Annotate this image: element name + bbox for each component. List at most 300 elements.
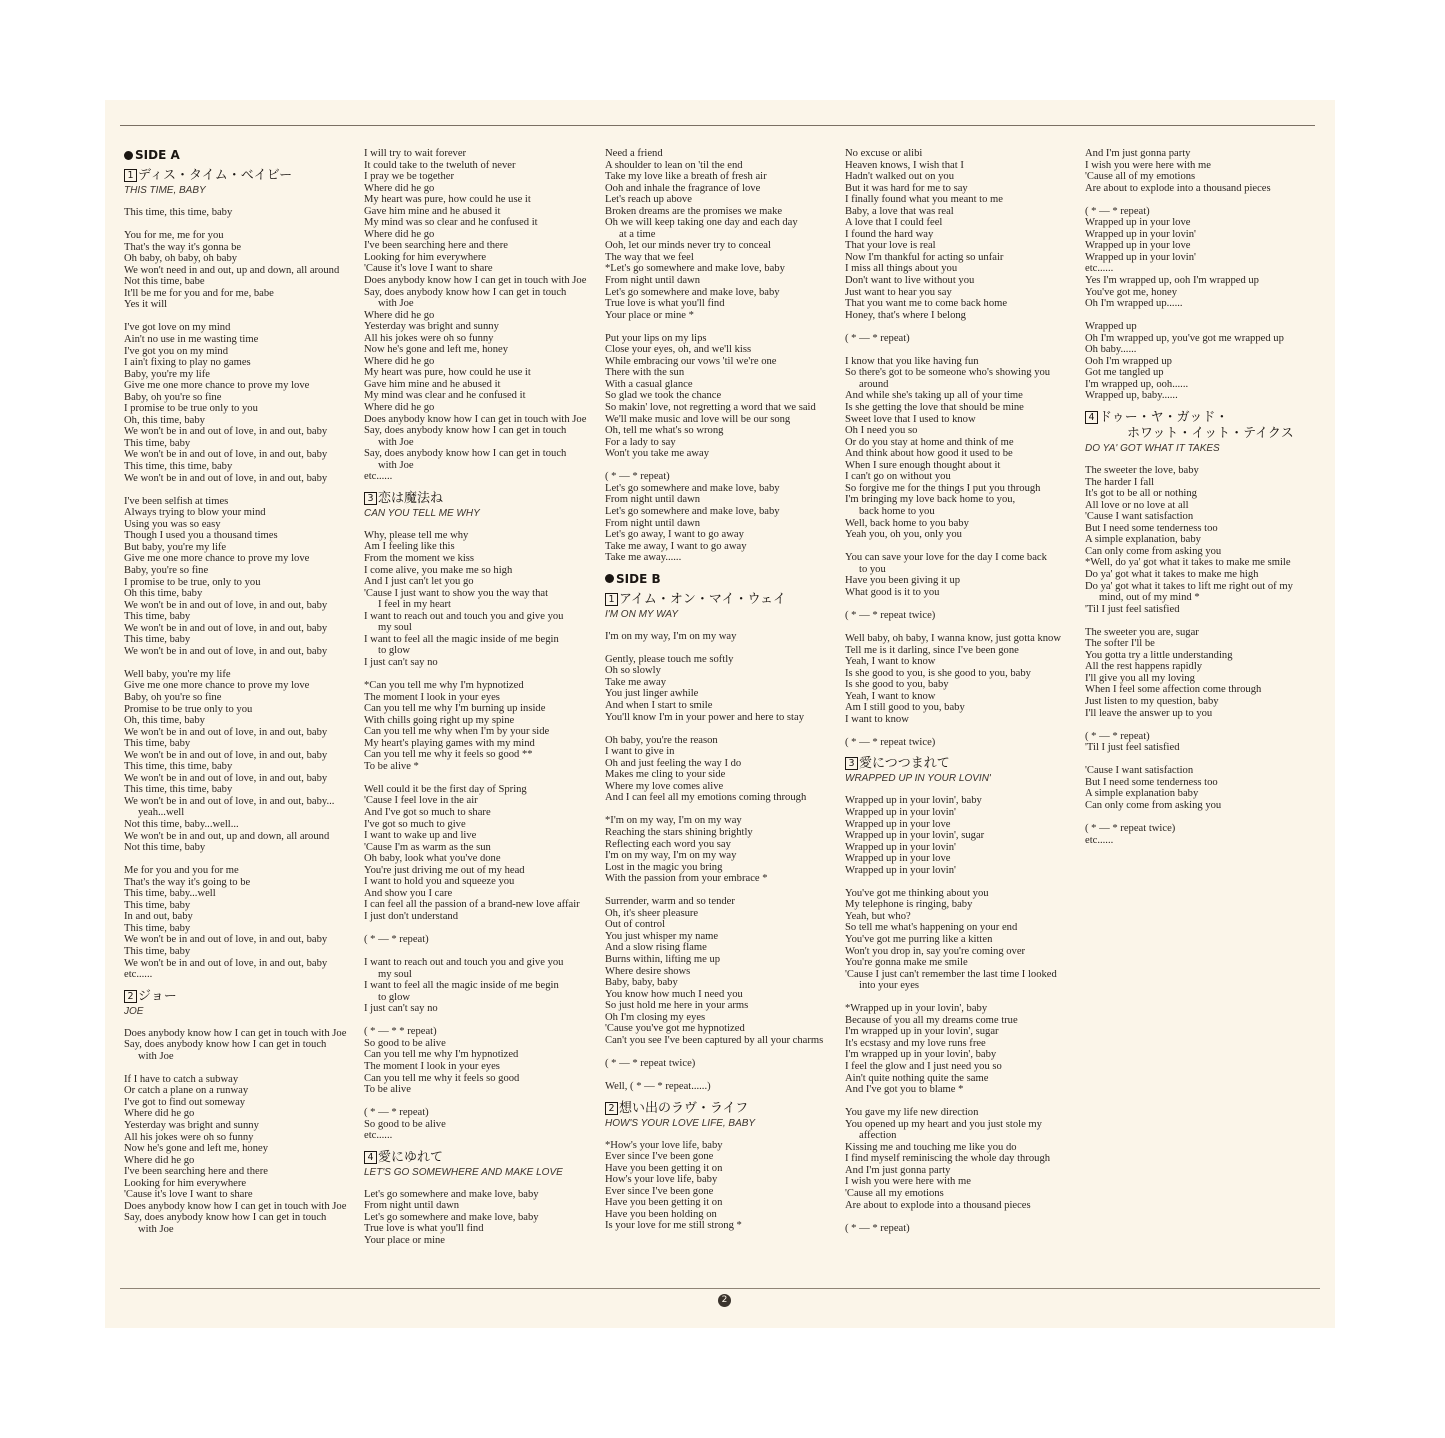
lyrics-block — [1085, 148, 1294, 402]
lyric-line: Because of you all my dreams come true — [845, 1014, 1018, 1026]
song-title-japanese-text: アイム・オン・マイ・ウェイ — [619, 591, 787, 607]
lyric-line: So glad we took the chance — [605, 390, 722, 402]
lyric-line: True love is what you'll find — [605, 298, 725, 310]
lyric-line: So good to be alive — [364, 1037, 446, 1049]
lyric-line: All his jokes were oh so funny — [364, 332, 494, 344]
lyric-line: But I need some tenderness too — [1085, 522, 1218, 534]
lyric-line: Do ya' got what it takes to lift me right out of my — [1085, 580, 1293, 592]
lyric-line: ( * — * repeat) — [364, 934, 429, 945]
lyric-line: A shoulder to lean on 'til the end — [605, 159, 743, 171]
lyric-line: with Joe — [378, 436, 414, 448]
stanza-break — [124, 484, 346, 496]
lyric-line: Always trying to blow your mind — [124, 507, 266, 519]
lyric-line: Baby, a love that was real — [845, 205, 954, 217]
lyric-line: Wrapped up in your lovin', baby — [845, 795, 982, 807]
lyric-line: The way that we feel — [605, 251, 694, 263]
lyric-line: Now he's gone and left me, honey — [364, 344, 509, 356]
lyric-line: 'Cause I just want to show you the way that — [364, 587, 549, 599]
lyric-line: Can only come from asking you — [1085, 799, 1222, 811]
lyric-line: It'll be me for you and for me, babe — [124, 287, 274, 299]
lyric-line: So just hold me here in your arms — [605, 1000, 749, 1012]
lyric-line: In and out, baby — [124, 911, 193, 923]
lyric-line: And when I start to smile — [605, 699, 713, 711]
track-number: 2 — [124, 990, 137, 1003]
lyric-line: with Joe — [138, 1223, 174, 1235]
lyric-line: Yeah, but who? — [845, 910, 911, 922]
lyric-line: ( * — * repeat) — [364, 1107, 429, 1119]
lyric-line: You'll know I'm in your power and here to stay — [605, 711, 804, 723]
lyric-line: From night until dawn — [605, 275, 701, 287]
lyric-line: to you — [859, 563, 886, 575]
song-title-english: THIS TIME, BABY — [124, 185, 206, 196]
lyric-line: To be alive * — [364, 760, 419, 772]
column-1 — [124, 148, 346, 1243]
lyric-line: Have you been getting it on — [605, 1162, 723, 1174]
lyric-line: into your eyes — [859, 980, 920, 992]
lyric-line: ( * — * repeat) — [1085, 730, 1150, 742]
lyric-line: I know that you like having fun — [845, 355, 979, 367]
lyric-line: my soul — [378, 968, 412, 980]
lyric-line: Need a friend — [605, 148, 663, 159]
lyric-line: Wrapped up in your lovin' — [1085, 251, 1196, 263]
lyric-line: *I'm on my way, I'm on my way — [605, 815, 742, 827]
lyric-line: Oh, it's sheer pleasure — [605, 907, 699, 919]
lyric-line: Oh, this time, baby — [124, 715, 205, 727]
lyric-line: at a time — [619, 228, 656, 240]
lyric-line: Where did he go — [364, 309, 435, 321]
lyric-line: Where did he go — [364, 402, 435, 414]
lyric-line: From night until dawn — [364, 1200, 460, 1212]
lyric-line: Surrender, warm and so tender — [605, 896, 735, 908]
lyric-line: While embracing our vows 'til we're one — [605, 355, 777, 367]
stanza-break — [364, 922, 586, 934]
lyric-line: *Let's go somewhere and make love, baby — [605, 263, 785, 275]
stanza-break — [845, 321, 1061, 333]
stanza-break — [605, 885, 823, 897]
lyric-line: Have you been holding on — [605, 1208, 717, 1220]
lyric-line: Wrapped up in your lovin' — [845, 806, 956, 818]
lyric-line: Oh baby, you're the reason — [605, 734, 718, 746]
lyric-line: ( * — * repeat) — [845, 332, 910, 344]
lyric-line: 'Til I just feel satisfied — [1085, 742, 1180, 754]
lyric-line: Now I'm thankful for acting so unfair — [845, 251, 1004, 263]
lyric-line: The harder I fall — [1085, 476, 1155, 488]
lyric-line: Ooh, let our minds never try to conceal — [605, 240, 771, 252]
lyric-line: You know how much I need you — [605, 988, 743, 1000]
lyric-line: My telephone is ringing, baby — [845, 899, 973, 911]
lyric-line: I found the hard way — [845, 228, 934, 240]
lyric-line: Yeah, I want to know — [845, 690, 936, 702]
lyric-line: I promise to be true, only to you — [124, 576, 261, 588]
stanza-break — [605, 460, 823, 472]
stanza-break — [845, 598, 1061, 610]
lyric-line: *Can you tell me why I'm hypnotized — [364, 679, 524, 691]
lyric-line: Out of control — [605, 919, 666, 931]
lyric-line: I want to reach out and touch you and give you — [364, 610, 564, 622]
lyric-line: Well baby, you're my life — [124, 668, 231, 680]
lyric-line: Can you tell me why when I'm by your side — [364, 726, 550, 738]
lyric-line: The moment I look in your eyes — [364, 1061, 500, 1073]
lyric-line: I finally found what you meant to me — [845, 194, 1003, 206]
lyric-line: Let's reach up above — [605, 194, 692, 206]
lyric-line: True love is what you'll find — [364, 1223, 484, 1235]
lyric-line: ( * — * repeat twice) — [845, 609, 936, 621]
column-5 — [1085, 148, 1294, 854]
lyric-line: This time, baby — [124, 899, 191, 911]
lyric-line: And a slow rising flame — [605, 942, 707, 954]
lyric-line: So good to be alive — [364, 1118, 446, 1130]
lyric-line: Wrapped up — [1085, 321, 1137, 333]
lyric-line: I can't go on without you — [845, 471, 951, 483]
lyric-line: We won't be in and out of love, in and out, baby — [124, 645, 328, 657]
lyric-line: I feel the glow and I just need you so — [845, 1061, 1002, 1073]
song-title-english: CAN YOU TELL ME WHY — [364, 507, 480, 519]
lyric-line: around — [859, 378, 889, 390]
lyric-line: From night until dawn — [605, 494, 701, 506]
lyric-line: We won't be in and out of love, in and out, baby — [124, 426, 328, 438]
lyric-line: Wrapped up in your lovin' — [845, 864, 956, 876]
lyric-line: Or do you stay at home and think of me — [845, 436, 1014, 448]
lyric-line: All love or no love at all — [1085, 499, 1189, 511]
lyric-line: But I need some tenderness too — [1085, 776, 1218, 788]
lyric-line: 'Cause you've got me hypnotized — [605, 1023, 745, 1035]
lyric-line: No excuse or alibi — [845, 148, 923, 159]
lyric-line: Just want to hear you say — [845, 286, 952, 298]
lyric-line: It could take to the tweluth of never — [364, 159, 516, 171]
lyric-line: You've got me thinking about you — [845, 887, 989, 899]
lyric-line: And I just can't let you go — [364, 576, 474, 588]
lyric-line: to glow — [378, 991, 411, 1003]
lyric-line: You've got me, honey — [1085, 286, 1178, 298]
song-title-japanese — [364, 1150, 586, 1166]
lyric-line: Ever since I've been gone — [605, 1185, 714, 1197]
lyric-line: Lost in the magic you bring — [605, 861, 723, 873]
lyric-line: Ain't quite nothing quite the same — [845, 1072, 989, 1084]
lyric-line: ( * — * repeat) — [845, 1222, 910, 1234]
lyric-line: Oh this time, baby — [124, 588, 203, 600]
lyric-line: A simple explanation baby — [1085, 788, 1199, 800]
lyric-line: That you want me to come back home — [845, 298, 1008, 310]
lyric-line: We won't be in and out of love, in and out, baby — [124, 934, 328, 946]
song-title-japanese-text: 愛につつまれて — [859, 756, 950, 772]
lyric-line: You gave my life new direction — [845, 1107, 979, 1119]
song-title-japanese — [845, 756, 1061, 772]
lyric-line: I ain't fixing to play no games — [124, 357, 251, 369]
song-title-english: I'M ON MY WAY — [605, 608, 679, 620]
lyric-line: Can you tell me why it feels so good ** — [364, 749, 533, 761]
lyric-line: Are about to explode into a thousand pieces — [1085, 182, 1271, 194]
lyric-line: Well, back home to you baby — [845, 517, 969, 529]
lyric-line: We won't need in and out, up and down, all around — [124, 264, 340, 276]
lyric-line: Ooh and inhale the fragrance of love — [605, 182, 761, 194]
bottom-rule — [120, 1288, 1320, 1289]
lyric-line: Oh so slowly — [605, 665, 661, 677]
lyric-line: Take me away, I want to go away — [605, 540, 747, 552]
lyric-line: Say, does anybody know how I can get in touch — [364, 448, 567, 460]
lyric-line: My mind was so clear and he confused it — [364, 217, 538, 229]
lyric-line: Don't want to live without you — [845, 275, 975, 287]
lyric-line: I want to give in — [605, 746, 675, 758]
side-heading — [605, 572, 823, 586]
lyric-line: With the passion from your embrace * — [605, 873, 768, 885]
lyric-line: Yeah you, oh you, only you — [845, 529, 962, 541]
lyric-line: You're gonna make me smile — [845, 957, 968, 969]
lyric-line: Is she good to you, is she good to you, baby — [845, 667, 1031, 679]
lyric-line: Let's go somewhere and make love, baby — [364, 1211, 539, 1223]
lyric-line: I find myself reminiscing the whole day through — [845, 1153, 1051, 1165]
lyric-line: What good is it to you — [845, 586, 940, 598]
lyric-line: But baby, you're my life — [124, 541, 227, 553]
lyric-line: I wish you were here with me — [845, 1176, 971, 1188]
lyric-line: Take my love like a breath of fresh air — [605, 171, 767, 183]
lyric-line: Wrapped up in your love — [1085, 240, 1191, 252]
song-title-english: JOE — [124, 1005, 144, 1017]
stanza-break — [124, 219, 346, 231]
lyric-line: This time, this time, baby — [124, 207, 233, 218]
lyric-line: A love that I could feel — [845, 217, 943, 229]
page-number: 2 — [718, 1294, 731, 1307]
lyric-line: Ooh I'm wrapped up — [1085, 355, 1172, 367]
lyric-line: Wrapped up in your love — [845, 853, 951, 865]
lyric-line: Does anybody know how I can get in touch with Joe — [364, 413, 587, 425]
lyric-line: Where my love comes alive — [605, 780, 724, 792]
lyric-line: When I sure enough thought about it — [845, 459, 1001, 471]
lyric-line: From the moment we kiss — [364, 552, 475, 564]
song-title-japanese-text: 恋は魔法ね — [378, 490, 444, 506]
column-2 — [364, 148, 586, 1255]
column-3 — [605, 148, 823, 1240]
lyric-line: Oh we will keep taking one day and each day — [605, 217, 798, 229]
lyric-line: Let's go somewhere and make love, baby — [605, 505, 780, 517]
lyric-line: I've got to find out someway — [124, 1096, 246, 1108]
lyric-line: Oh baby, oh baby, oh baby — [124, 253, 238, 265]
lyric-line: I'm wrapped up in your lovin', baby — [845, 1049, 997, 1061]
lyric-line: Yes it will — [124, 299, 168, 311]
lyric-line: Not this time, babe — [124, 276, 205, 288]
lyric-line: I've been searching here and there — [124, 1166, 268, 1178]
lyric-line: This time, baby — [124, 946, 191, 957]
lyric-line: 'Cause it's love I want to share — [124, 1189, 253, 1201]
lyric-line: We won't be in and out of love, in and out, baby — [124, 472, 328, 484]
lyric-line: We'll make music and love will be our song — [605, 413, 791, 425]
lyric-line: This time, baby — [124, 738, 191, 750]
lyric-line: And while she's taking up all of your time — [845, 390, 1023, 402]
lyric-line: Let's go somewhere and make love, baby — [605, 286, 780, 298]
side-heading — [124, 148, 346, 162]
lyric-line: *How's your love life, baby — [605, 1139, 723, 1151]
stanza-break — [124, 311, 346, 323]
lyric-line: with Joe — [138, 1050, 174, 1062]
lyrics-block — [1085, 465, 1294, 846]
stanza-break — [845, 992, 1061, 1004]
lyric-line: We won't be in and out of love, in and out, baby — [124, 599, 328, 611]
lyric-line: etc...... — [364, 1130, 393, 1142]
lyric-line: Ever since I've been gone — [605, 1151, 714, 1163]
lyric-line: The softer I'll be — [1085, 638, 1155, 650]
lyric-line: It's got to be all or nothing — [1085, 488, 1197, 500]
lyric-line: Oh baby, look what you've done — [364, 853, 501, 865]
lyric-line: I want to know — [845, 713, 909, 725]
lyric-line: Baby, oh you're so fine — [124, 691, 222, 703]
lyric-line: Yesterday was bright and sunny — [124, 1120, 259, 1132]
lyric-line: Can't you see I've been captured by all your charms — [605, 1034, 824, 1046]
lyric-line: ( * — * * repeat) — [364, 1026, 437, 1038]
lyric-line: And I can feel all my emotions coming through — [605, 792, 807, 804]
side-bullet-icon — [124, 151, 133, 160]
lyric-line: Now he's gone and left me, honey — [124, 1143, 269, 1155]
lyric-line: etc...... — [364, 471, 393, 483]
lyric-line: I just can't say no — [364, 1003, 438, 1015]
lyric-line: If I have to catch a subway — [124, 1073, 239, 1085]
lyric-line: Am I feeling like this — [364, 541, 455, 553]
lyric-line: I'm on my way, I'm on my way — [605, 630, 737, 642]
lyric-line: I'm on my way, I'm on my way — [605, 850, 737, 862]
lyric-line: You for me, me for you — [124, 230, 224, 242]
lyrics-block — [364, 530, 586, 1142]
lyric-line: Can only come from asking you — [1085, 545, 1222, 557]
lyric-line: You gotta try a little understanding — [1085, 649, 1233, 661]
lyric-line: Tell me is it darling, since I've been gone — [845, 644, 1019, 656]
lyric-line: 'Cause I'm as warm as the sun — [364, 841, 491, 853]
lyric-line: I want to feel all the magic inside of me begin — [364, 633, 559, 645]
lyric-line: Gave him mine and he abused it — [364, 205, 501, 217]
stanza-break — [845, 876, 1061, 888]
lyric-line: I pray we be together — [364, 171, 455, 183]
lyrics-block — [124, 207, 346, 981]
lyric-line: I just can't say no — [364, 656, 438, 668]
lyric-line: Gently, please touch me softly — [605, 653, 734, 665]
lyric-line: My heart was pure, how could he use it — [364, 194, 531, 206]
stanza-break — [845, 725, 1061, 737]
lyric-line: I've got love on my mind — [124, 322, 231, 334]
track-number: 3 — [364, 492, 377, 505]
lyric-line: Burns within, lifting me up — [605, 954, 721, 965]
lyric-line: 'Cause all my emotions — [845, 1188, 944, 1200]
lyric-line: Oh, tell me what's so wrong — [605, 425, 724, 437]
stanza-break — [1085, 754, 1294, 766]
lyric-line: Give me one more chance to prove my love — [124, 553, 310, 565]
lyric-line: With a casual glance — [605, 378, 693, 390]
lyric-line: Or catch a plane on a runway — [124, 1085, 249, 1097]
stanza-break — [1085, 615, 1294, 627]
lyric-line: etc...... — [1085, 263, 1114, 275]
stanza-break — [605, 1069, 823, 1081]
song-title-english: LET'S GO SOMEWHERE AND MAKE LOVE — [364, 1166, 563, 1178]
lyric-line: You opened up my heart and you just stole my — [845, 1118, 1042, 1130]
lyric-line: I promise to be true only to you — [124, 403, 258, 415]
lyric-line: Am I still good to you, baby — [845, 702, 965, 714]
lyric-line: Is she getting the love that should be mine — [845, 402, 1024, 414]
lyrics-block — [845, 795, 1061, 1234]
lyric-line: Give me one more chance to prove my love — [124, 680, 310, 692]
lyric-line: Let's go away, I want to go away — [605, 529, 744, 541]
lyric-line: Can you tell me why it feels so good — [364, 1072, 520, 1084]
lyric-line: Oh, this time, baby — [124, 414, 205, 426]
song-title-japanese-text: 愛にゆれて — [378, 1149, 444, 1165]
stanza-break — [605, 642, 823, 654]
song-title-japanese — [364, 491, 586, 507]
lyric-line: back home to you — [859, 505, 935, 517]
lyric-line: Is she good to you, baby — [845, 679, 949, 691]
stanza-break — [124, 657, 346, 669]
stanza-break — [364, 668, 586, 680]
song-title-japanese-text: 想い出のラヴ・ライフ — [619, 1100, 749, 1116]
lyric-line: etc...... — [124, 969, 153, 981]
stanza-break — [1085, 719, 1294, 731]
lyrics-block — [364, 148, 586, 483]
lyric-line: How's your love life, baby — [605, 1174, 718, 1186]
lyric-line: You just linger awhile — [605, 688, 699, 700]
lyric-line: Got me tangled up — [1085, 367, 1164, 379]
lyric-line: affection — [859, 1130, 897, 1142]
lyric-line: Close your eyes, oh, and we'll kiss — [605, 344, 752, 356]
song-title-english: DO YA' GOT WHAT IT TAKES — [1085, 443, 1220, 455]
lyric-line: Oh baby...... — [1085, 344, 1137, 356]
lyric-line: With chills going right up my spine — [364, 714, 515, 726]
stanza-break — [605, 321, 823, 333]
lyric-line: 'Cause it's love I want to share — [364, 263, 493, 275]
lyric-line: ( * — * repeat twice) — [605, 1057, 696, 1069]
lyric-line: Does anybody know how I can get in touch with Joe — [124, 1027, 347, 1039]
track-number: 2 — [605, 1102, 618, 1115]
lyrics-block — [605, 148, 823, 564]
lyrics-block — [845, 148, 1061, 748]
lyric-line: This time, this time, baby — [124, 784, 233, 796]
lyric-line: Say, does anybody know how I can get in touch — [124, 1212, 327, 1224]
stanza-break — [124, 854, 346, 866]
lyric-line: Well baby, oh baby, I wanna know, just gotta know — [845, 632, 1061, 644]
stanza-break — [845, 1211, 1061, 1223]
lyric-line: I just don't understand — [364, 910, 459, 922]
lyric-line: You've got me purring like a kitten — [845, 934, 993, 945]
lyric-line: Won't you take me away — [605, 448, 710, 460]
lyric-line: Well, ( * — * repeat......) — [605, 1081, 711, 1093]
lyric-line: And think about how good it used to be — [845, 448, 1013, 460]
lyric-line: Take me away...... — [605, 552, 682, 564]
lyric-line: Not this time, baby...well... — [124, 818, 239, 830]
lyric-line: This time, this time, baby — [124, 761, 233, 773]
lyric-line: Kissing me and touching me like you do — [845, 1141, 1017, 1153]
lyric-line: So makin' love, not regretting a word that we said — [605, 402, 816, 414]
side-label: SIDE B — [616, 571, 661, 586]
lyric-line: I'll give you all my loving — [1085, 672, 1195, 684]
stanza-break — [1085, 310, 1294, 322]
lyric-line: Oh I'm wrapped up, you've got me wrapped up — [1085, 332, 1284, 344]
lyric-line: *Well, do ya' got what it takes to make me smile — [1085, 557, 1291, 569]
lyric-line: Not this time, baby — [124, 842, 206, 854]
lyric-line: I want to reach out and touch you and give you — [364, 957, 564, 969]
lyric-line: Are about to explode into a thousand pieces — [845, 1199, 1031, 1211]
lyric-line: Does anybody know how I can get in touch with Joe — [364, 275, 587, 287]
lyric-line: This time, baby — [124, 611, 191, 623]
lyric-line: We won't be in and out of love, in and out, baby — [124, 957, 328, 969]
lyric-line: We won't be in and out of love, in and out, baby — [124, 726, 328, 738]
song-title-japanese — [1085, 410, 1294, 442]
lyric-line: ( * — * repeat twice) — [845, 736, 936, 748]
lyric-line: I wish you were here with me — [1085, 159, 1211, 171]
stanza-break — [845, 541, 1061, 553]
lyric-line: This time, baby — [124, 634, 191, 646]
lyric-line: Is your love for me still strong * — [605, 1220, 742, 1232]
song-title-japanese — [124, 168, 346, 184]
lyric-line: I want to wake up and live — [364, 830, 477, 842]
lyric-line: Broken dreams are the promises we make — [605, 205, 783, 217]
lyric-line: ( * — * repeat) — [605, 471, 670, 483]
lyric-line: 'Cause I just can't remember the last time I looked — [845, 968, 1057, 980]
lyric-line: We won't be in and out of love, in and out, baby... — [124, 795, 335, 807]
lyric-line: Your place or mine * — [605, 309, 694, 321]
lyric-line: my soul — [378, 622, 412, 634]
